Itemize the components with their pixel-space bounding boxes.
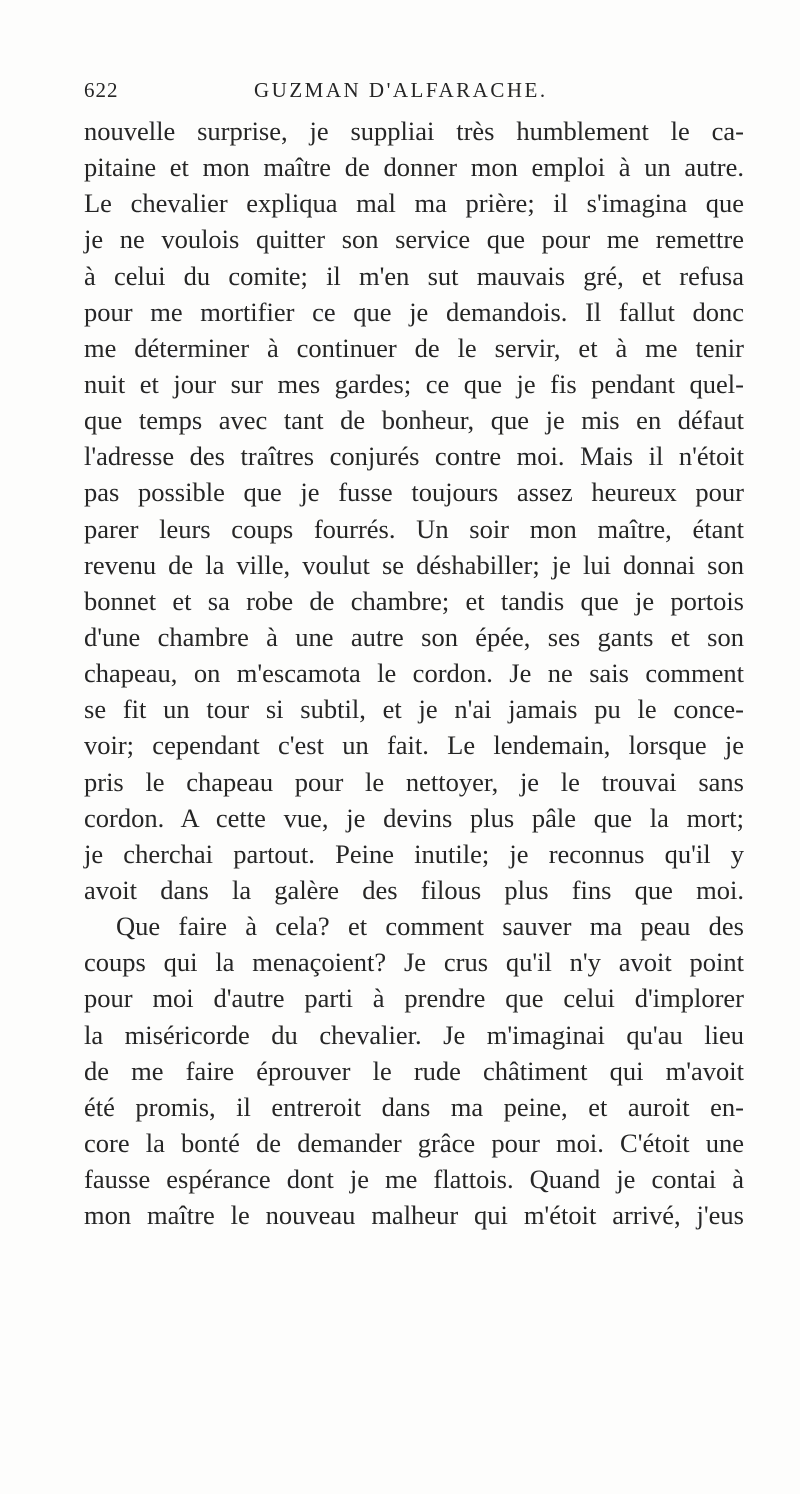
running-title: GUZMAN D'ALFARACHE. [254,78,548,102]
body-text [84,113,744,1233]
text-line: pitaine et mon maître de donner mon emploi à un autre. [84,152,744,183]
text-line: à celui du comite; il m'en sut mauvais gré, et refusa [84,260,744,291]
page-number: 622 [84,78,119,102]
text-line: pour me mortifier ce que je demandois. Il fallut donc [84,296,744,327]
text-line: parer leurs coups fourrés. Un soir mon maître, étant [84,513,744,544]
text-line: d'une chambre à une autre son épée, ses gants et son [84,621,744,652]
text-line: la miséricorde du chevalier. Je m'imaginai qu'au lieu [84,1019,744,1050]
text-line: cordon. A cette vue, je devins plus pâle que la mort; [84,802,744,833]
text-line: avoit dans la galère des filous plus fins que moi. [84,874,744,905]
text-line: voir; cependant c'est un fait. Le lendemain, lorsque je [84,730,744,761]
text-line: pris le chapeau pour le nettoyer, je le trouvai sans [84,766,744,797]
text-line: me déterminer à continuer de le servir, et à me tenir [84,332,744,363]
text-line: Que faire à cela? et comment sauver ma peau des [116,911,744,942]
text-line: de me faire éprouver le rude châtiment qui m'avoit [84,1055,744,1086]
text-line: mon maître le nouveau malheur qui m'étoit arrivé, j'eus [84,1200,744,1231]
text-line: fausse espérance dont je me flattois. Quand je contai à [84,1164,744,1195]
text-line: Le chevalier expliqua mal ma prière; il s'imagina que [84,188,744,219]
running-head [84,78,744,112]
text-line: revenu de la ville, voulut se déshabiller; je lui donnai son [84,549,744,580]
text-line: été promis, il entreroit dans ma peine, et auroit en- [84,1091,744,1122]
text-line: pas possible que je fusse toujours assez heureux pour [84,477,744,508]
text-line: nuit et jour sur mes gardes; ce que je fis pendant quel- [84,368,744,399]
text-line: je ne voulois quitter son service que pour me remettre [84,224,744,255]
text-line: bonnet et sa robe de chambre; et tandis que je portois [84,585,744,616]
text-line: l'adresse des traîtres conjurés contre moi. Mais il n'étoit [84,441,744,472]
text-line: chapeau, on m'escamota le cordon. Je ne sais comment [84,658,744,689]
text-line: pour moi d'autre parti à prendre que celui d'implorer [84,983,744,1014]
text-line: se fit un tour si subtil, et je n'ai jamais pu le conce- [84,694,744,725]
text-line: je cherchai partout. Peine inutile; je reconnus qu'il y [84,838,744,869]
text-line: core la bonté de demander grâce pour moi. C'étoit une [84,1127,744,1158]
text-line: que temps avec tant de bonheur, que je mis en défaut [84,405,744,436]
text-line: nouvelle surprise, je suppliai très humblement le ca- [84,116,744,146]
text-line: coups qui la menaçoient? Je crus qu'il n'y avoit point [84,947,744,978]
